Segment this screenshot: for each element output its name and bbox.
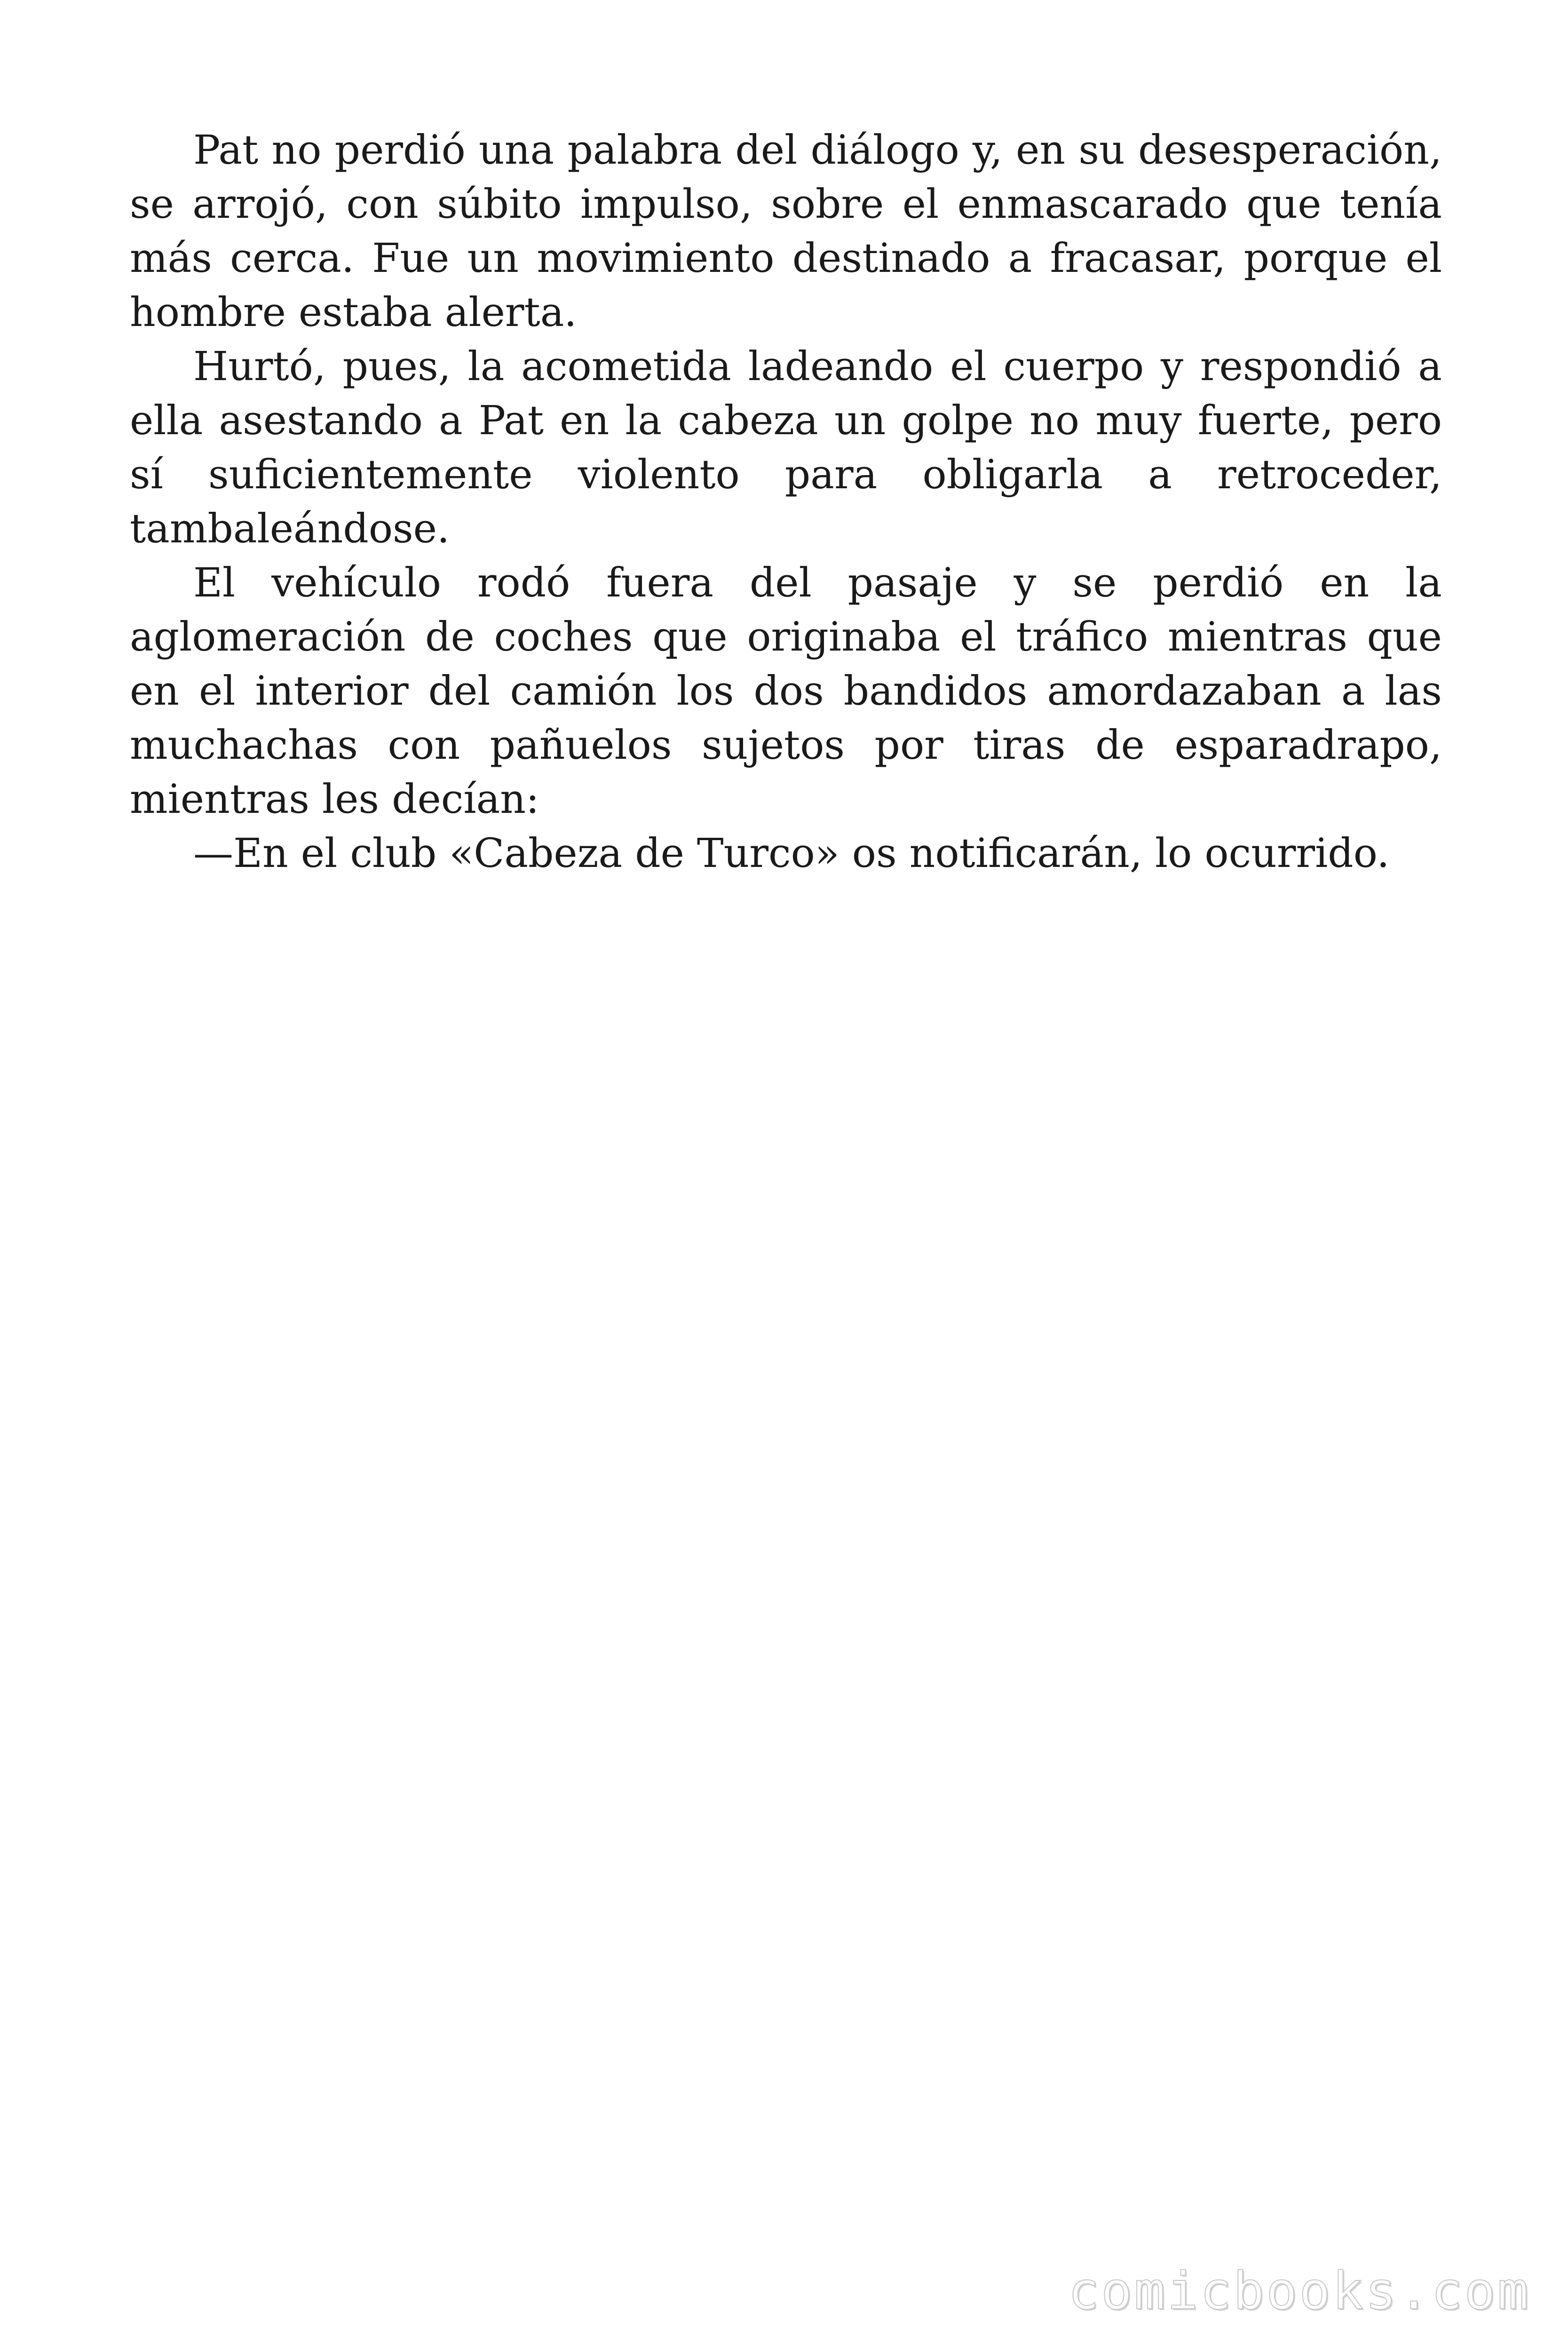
body-text <box>130 123 1442 881</box>
paragraph-4: —En el club «Cabeza de Turco» os notificarán, lo ocurrido. <box>193 830 1390 877</box>
watermark-logo: comicbooks.com <box>1068 2261 1530 2321</box>
paragraph-1: Pat no perdió una palabra del diálogo y, en su desesperación, se arrojó, con súbito impulso, sobre el enmascarado que tenía más cerca. Fue un movimiento destinado a fracasar, porque el hombre estaba alerta. <box>130 127 1442 336</box>
paragraph-2: Hurtó, pues, la acometida ladeando el cuerpo y respondió a ella asestando a Pat en la cabeza un golpe no muy fuerte, pero sí suficientemente violento para obligarla a retroceder, tambaleándose. <box>130 343 1442 552</box>
paragraph-3: El vehículo rodó fuera del pasaje y se perdió en la aglomeración de coches que originaba el tráfico mientras que en el interior del camión los dos bandidos amordazaban a las muchachas con pañuelos sujetos por tiras de esparadrapo, mientras les decían: <box>130 560 1442 823</box>
